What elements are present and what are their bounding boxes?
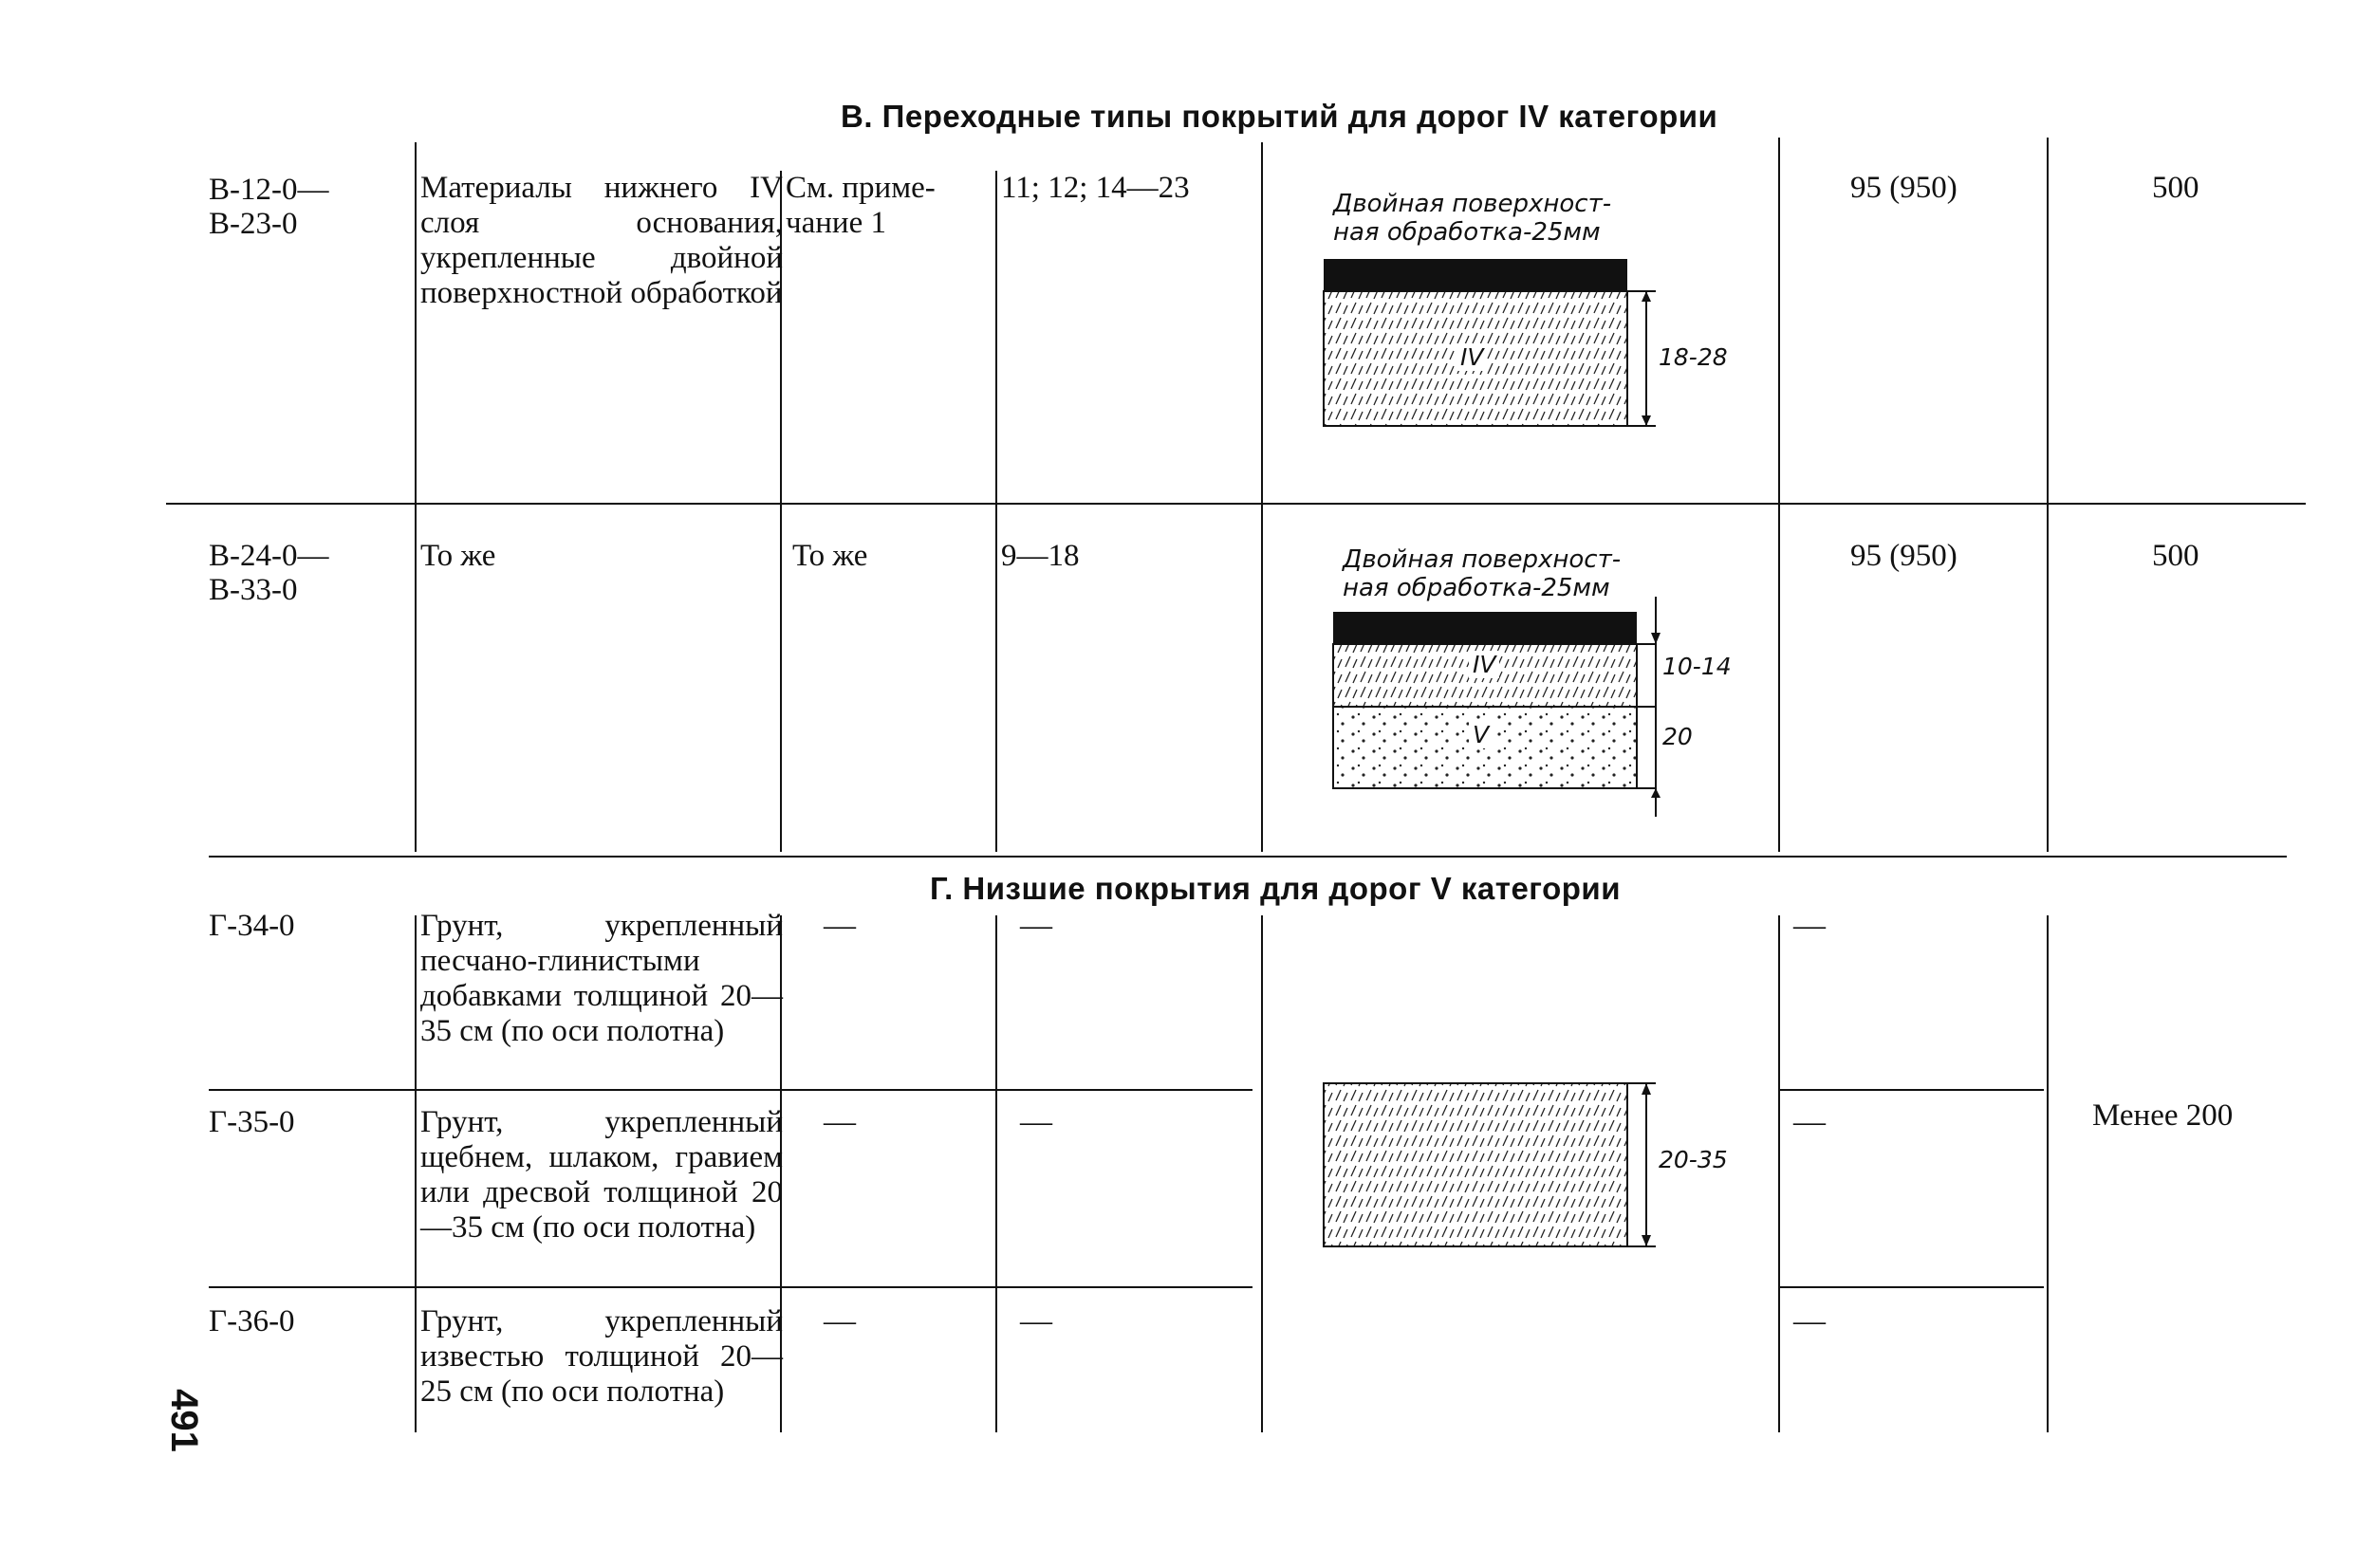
dimension-label: 20 xyxy=(1662,723,1693,750)
col-divider xyxy=(2047,915,2049,1432)
dimension-label: 18-28 xyxy=(1659,343,1728,371)
dimension-label: 10-14 xyxy=(1662,653,1732,680)
layer-diagram xyxy=(1319,254,1717,444)
row-material: Грунт, укрепленный песчано-глинистыми добавками толщиной 20—35 см (по оси полотна) xyxy=(420,909,783,1048)
diagram-label: Двойная поверхност- ная обработка-25мм xyxy=(1343,545,1622,602)
row-traffic: 500 xyxy=(2152,171,2199,205)
row-note: См. приме-чание 1 xyxy=(786,171,936,240)
section-divider xyxy=(209,856,2287,858)
col-divider xyxy=(995,915,997,1432)
layer-label: IV xyxy=(1469,651,1499,678)
row-divider xyxy=(209,1089,1252,1091)
row-note: То же xyxy=(792,539,868,573)
row-note: — xyxy=(824,1104,856,1139)
layer-label: V xyxy=(1469,721,1493,748)
section-g-title: Г. Низшие покрытия для дорог V категории xyxy=(930,871,1622,906)
row-load: — xyxy=(1793,1104,1826,1139)
row-load: 95 (950) xyxy=(1850,171,1958,205)
row-divider xyxy=(1778,1089,2044,1091)
row-traffic: 500 xyxy=(2152,539,2199,573)
row-numbers: — xyxy=(1020,1104,1052,1139)
row-numbers: — xyxy=(1020,908,1052,943)
row-material: Материалы нижнего IV слоя основания, укрепленные двойной поверхностной обработкой xyxy=(420,171,783,310)
layer-diagram xyxy=(1319,1072,1717,1262)
row-note: — xyxy=(824,908,856,943)
col-divider xyxy=(2047,138,2049,852)
layer-diagram xyxy=(1328,593,1727,821)
diagram-label: Двойная поверхност- ная обработка-25мм xyxy=(1333,190,1612,247)
row-numbers: 9—18 xyxy=(1001,539,1080,573)
section-v-title: В. Переходные типы покрытий для дорог IV категории xyxy=(841,99,1718,134)
page-number: 491 xyxy=(162,1389,205,1452)
col-divider xyxy=(1778,138,1780,852)
row-divider xyxy=(166,503,2306,505)
row-code: В-24-0— В-33-0 xyxy=(209,539,329,607)
row-material: То же xyxy=(420,539,496,573)
col-divider xyxy=(1261,142,1263,852)
row-code: Г-35-0 xyxy=(209,1105,295,1139)
col-divider xyxy=(415,142,417,852)
row-code: Г-34-0 xyxy=(209,909,295,943)
row-load: 95 (950) xyxy=(1850,539,1958,573)
row-numbers: 11; 12; 14—23 xyxy=(1001,171,1190,205)
row-traffic: Менее 200 xyxy=(2092,1098,2234,1133)
row-code: В-12-0— В-23-0 xyxy=(209,173,329,241)
row-numbers: — xyxy=(1020,1303,1052,1338)
row-load: — xyxy=(1793,1303,1826,1338)
row-material: Грунт, укрепленный известью толщиной 20—25 см (по оси полотна) xyxy=(420,1304,783,1409)
col-divider xyxy=(415,915,417,1432)
row-divider xyxy=(1778,1286,2044,1288)
row-note: — xyxy=(824,1303,856,1338)
col-divider xyxy=(995,171,997,852)
row-divider xyxy=(209,1286,1252,1288)
col-divider xyxy=(1261,915,1263,1432)
row-code: Г-36-0 xyxy=(209,1304,295,1338)
row-load: — xyxy=(1793,908,1826,943)
layer-label: IV xyxy=(1457,343,1487,371)
dimension-label: 20-35 xyxy=(1659,1146,1728,1173)
col-divider xyxy=(1778,915,1780,1432)
row-material: Грунт, укрепленный щебнем, шлаком, гравием или дресвой толщиной 20—35 см (по оси полотна) xyxy=(420,1105,783,1245)
